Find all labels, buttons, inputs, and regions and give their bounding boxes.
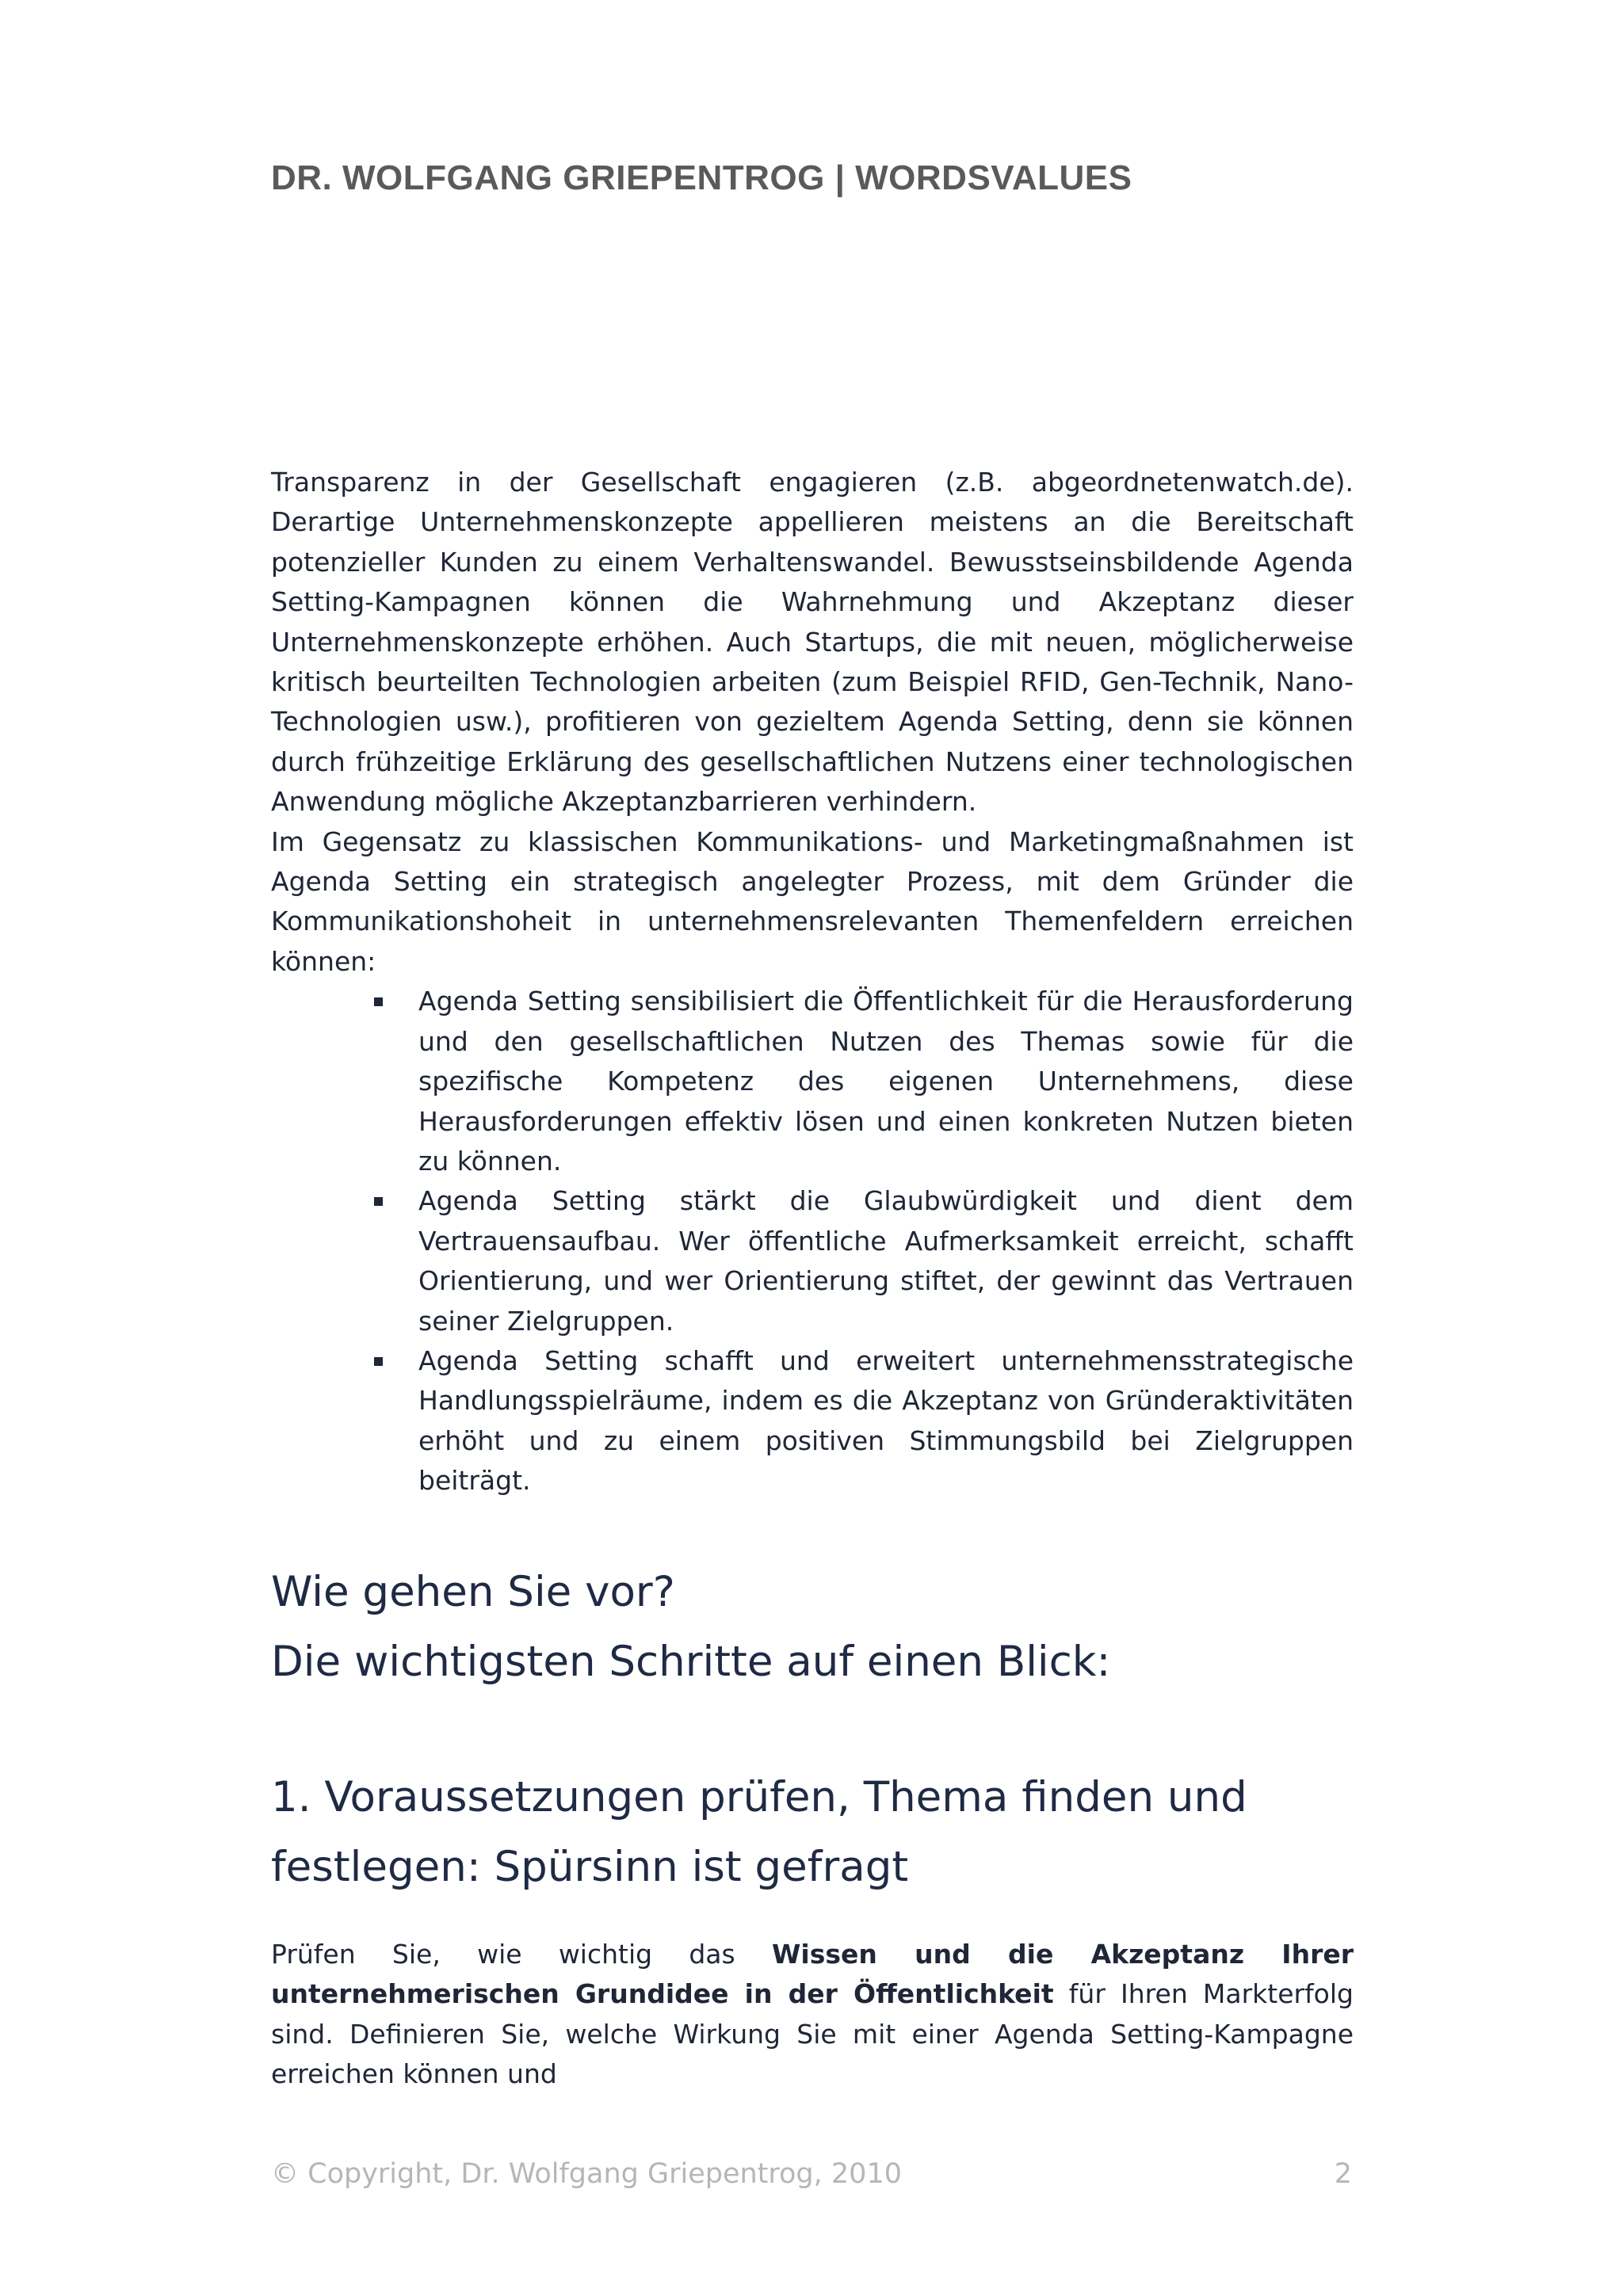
page-number: 2 xyxy=(1334,2158,1352,2190)
square-bullet-icon xyxy=(374,1357,383,1366)
list-item xyxy=(418,1181,1354,1341)
heading-line: Wie gehen Sie vor? xyxy=(271,1568,675,1616)
footer-copyright: © Copyright, Dr. Wolfgang Griepentrog, 2010 xyxy=(271,2158,902,2190)
list-item-text: Agenda Setting schafft und erweitert unternehmensstrategische Handlungsspielräume, indem es die Akzeptanz von Gründeraktivitäten erhöht und zu einem positiven Stimmungsbild bei Zielgruppen beiträgt. xyxy=(418,1344,1354,1497)
benefits-list xyxy=(271,982,1354,1501)
body-text xyxy=(271,463,1354,1501)
heading-line: 1. Voraussetzungen prüfen, Thema finden und xyxy=(271,1773,1247,1821)
step-1-text-intro: Prüfen Sie, wie wichtig das xyxy=(271,1939,772,1970)
step-1-heading xyxy=(271,1763,1354,1902)
page-header-title: DR. WOLFGANG GRIEPENTROG | WORDSVALUES xyxy=(271,158,1132,197)
step-1-text-rest: für Ihren Markterfolg sind. Definieren Sie, welche Wirkung Sie mit einer Agenda Setting-Kampagne erreichen können und xyxy=(271,1978,1354,2090)
section-heading-procedure xyxy=(271,1558,1354,1697)
paragraph-agenda-setting-intro: Im Gegensatz zu klassischen Kommunikations- und Marketingmaßnahmen ist Agenda Setting ein strategisch angelegter Prozess, mit dem Gründer die Kommunikationshoheit in unternehmensrelevanten Themenfeldern erreichen können: xyxy=(271,826,1354,977)
paragraph-transparency: Transparenz in der Gesellschaft engagieren (z.B. abgeordnetenwatch.de). Derartige Unternehmenskonzepte appellieren meistens an die Bereitschaft potenzieller Kunden zu einem Verhaltenswandel. Bewusstseinsbildende Agenda Setting-Kampagnen können die Wahrnehmung und Akzeptanz dieser Unternehmenskonzepte erhöhen. Auch Startups, die mit neuen, möglicherweise kritisch beurteilten Technologien arbeiten (zum Beispiel RFID, Gen-Technik, Nano-Technologien usw.), profitieren von gezieltem Agenda Setting, denn sie können durch frühzeitige Erklärung des gesellschaftlichen Nutzens einer technologischen Anwendung mögliche Akzeptanzbarrieren verhindern. xyxy=(271,467,1354,818)
square-bullet-icon xyxy=(374,1197,383,1206)
list-item-text: Agenda Setting stärkt die Glaubwürdigkeit und dient dem Vertrauensaufbau. Wer öffentliche Aufmerksamkeit erreicht, schafft Orientierung, und wer Orientierung stiftet, der gewinnt das Vertrauen seiner Zielgruppen. xyxy=(418,1185,1354,1337)
step-1-text-emphasis: Wissen und die Akzeptanz Ihrer unternehmerischen Grundidee in der Öffentlichkeit xyxy=(271,1939,1354,2010)
square-bullet-icon xyxy=(374,997,383,1006)
step-1-paragraph xyxy=(271,1935,1354,2095)
list-item xyxy=(418,1341,1354,1501)
heading-line: Die wichtigsten Schritte auf einen Blick: xyxy=(271,1638,1111,1686)
list-item xyxy=(418,982,1354,1181)
list-item-text: Agenda Setting sensibilisiert die Öffentlichkeit für die Herausforderung und den gesellschaftlichen Nutzen des Themas sowie für die spezifische Kompetenz des eigenen Unternehmens, diese Herausforderungen effektiv lösen und einen konkreten Nutzen bieten zu können. xyxy=(418,986,1354,1177)
heading-line: festlegen: Spürsinn ist gefragt xyxy=(271,1843,909,1891)
